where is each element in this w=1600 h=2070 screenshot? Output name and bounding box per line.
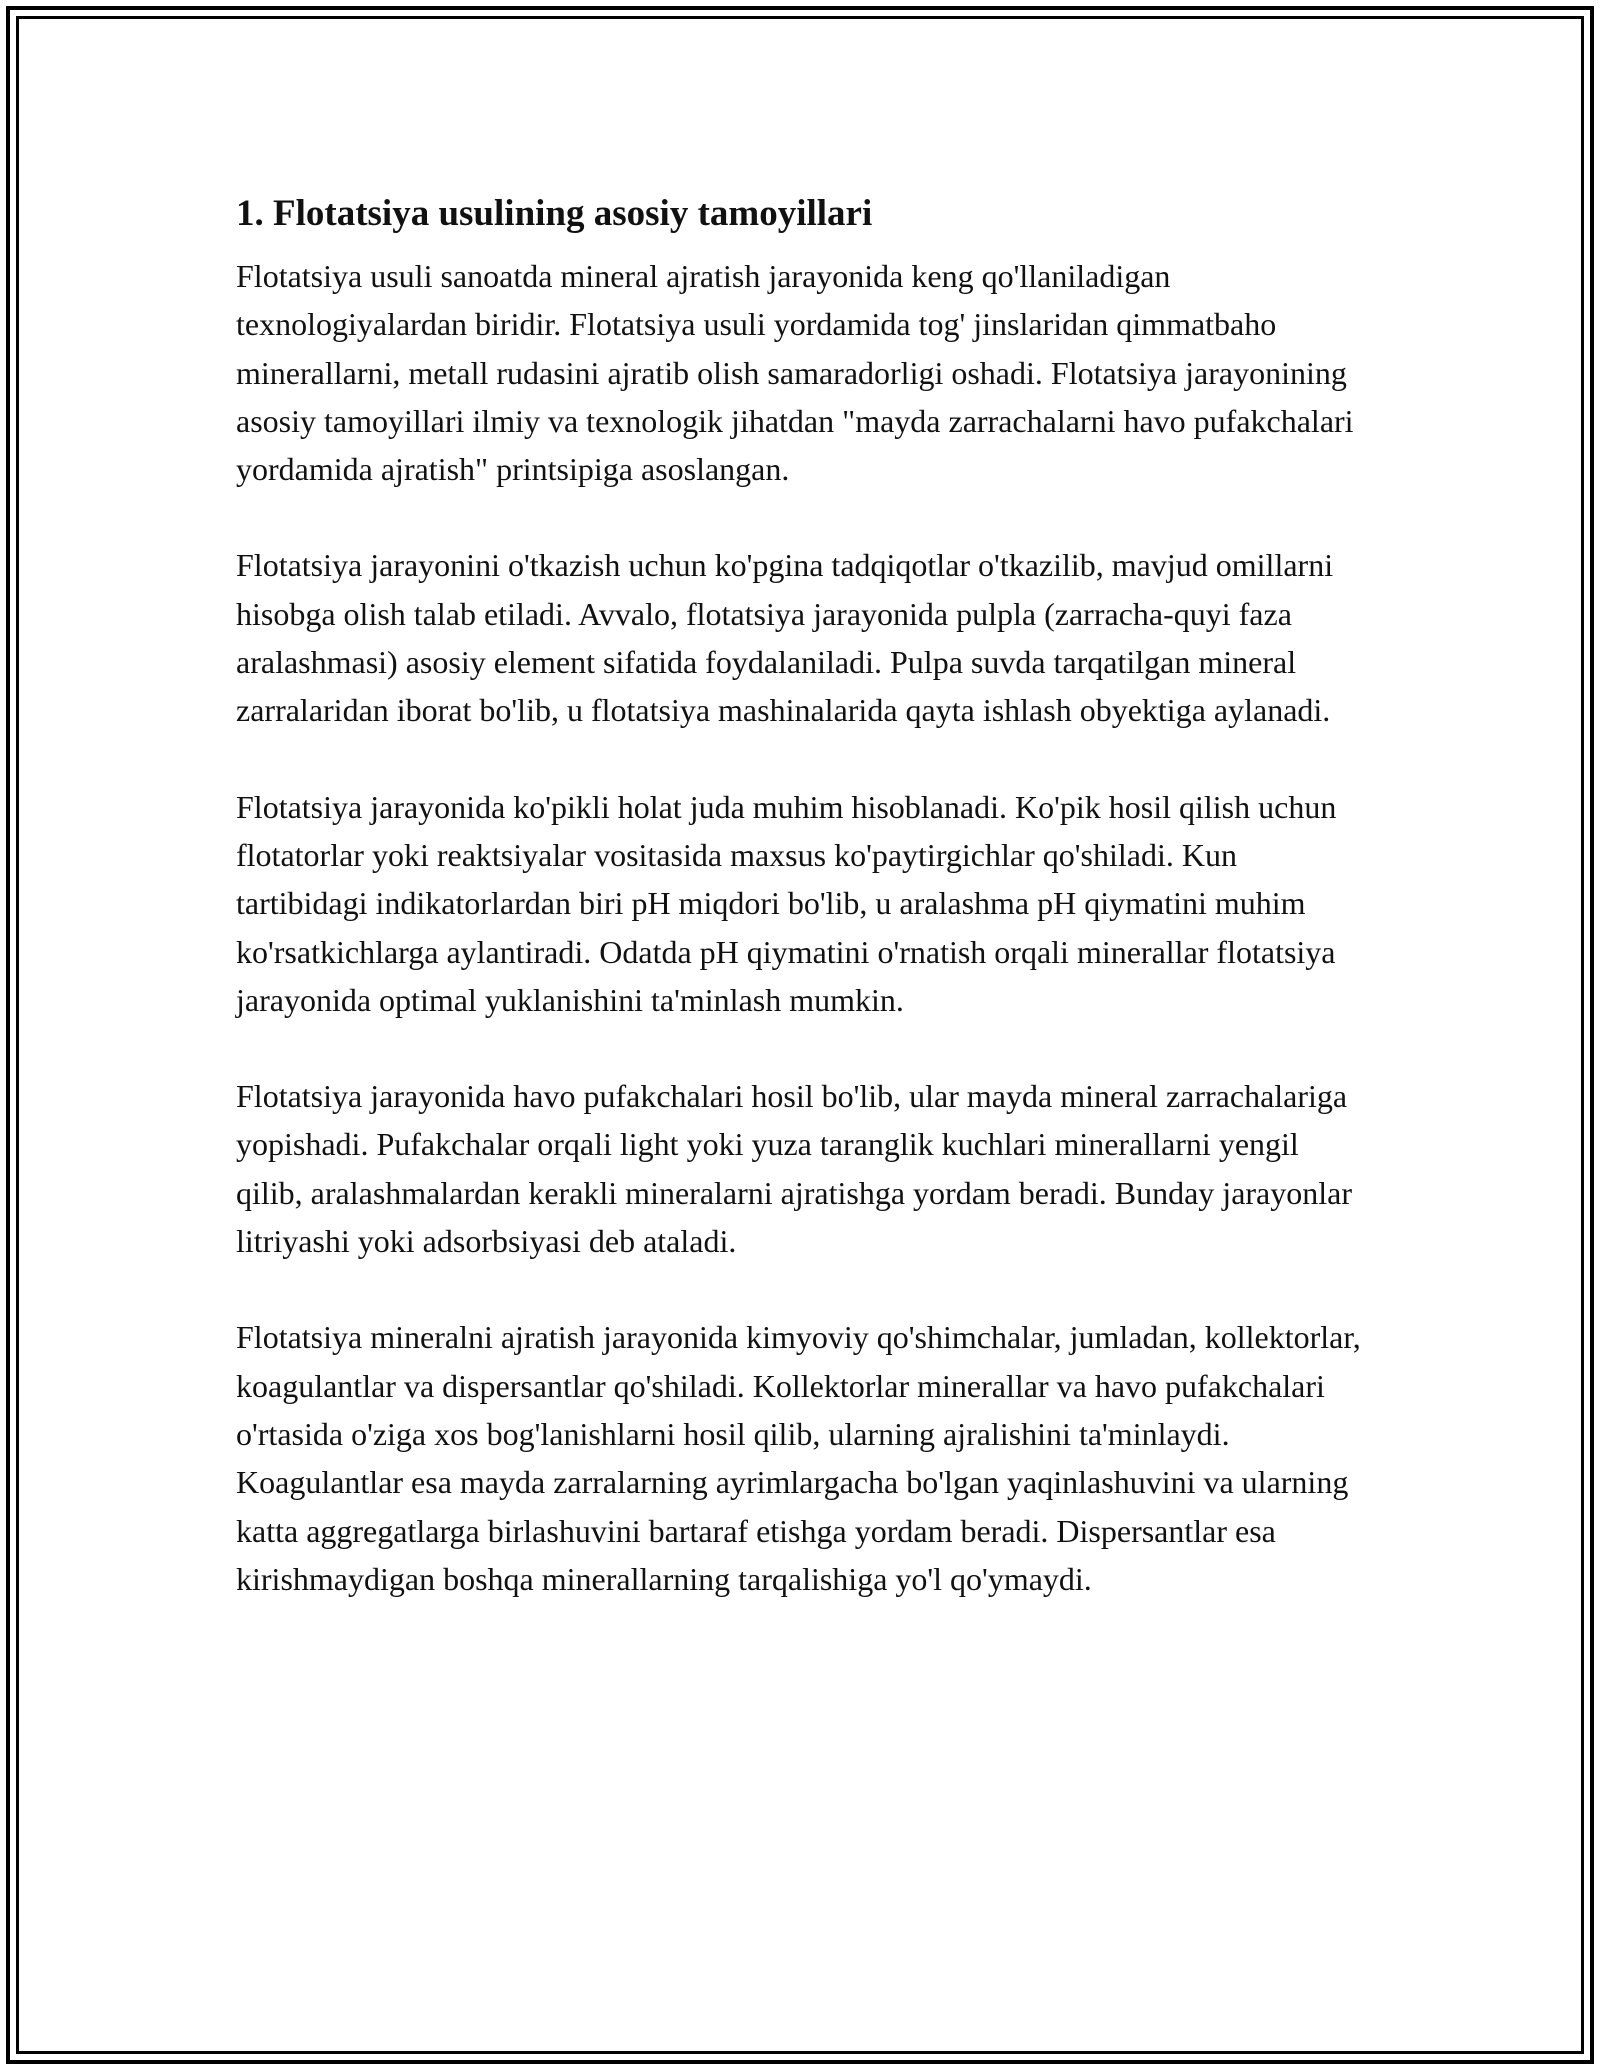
paragraph-2: Flotatsiya jarayonini o'tkazish uchun ko'pgina tadqiqotlar o'tkazilib, mavjud omillarni hisobga olish talab etiladi. Avvalo, flotatsiya jarayonida pulpla (zarracha-quyi faza aralashmasi) asosiy element sifatida foydalaniladi. Pulpa suvda tarqatilgan mineral zarralaridan iborat bo'lib, u flotatsiya mashinalarida qayta ishlash obyektiga aylanadi. <box>236 547 1334 729</box>
paragraph-1: Flotatsiya usuli sanoatda mineral ajratish jarayonida keng qo'llaniladigan texnologiyalardan biridir. Flotatsiya usuli yordamida tog' jinslaridan qimmatbaho minerallarni, metall rudasini ajratib olish samaradorligi oshadi. Flotatsiya jarayonining asosiy tamoyillari ilmiy va texnologik jihatdan "mayda zarrachalarni havo pufakchalari yordamida ajratish" printsipiga asoslangan. <box>236 258 1354 488</box>
paragraph-4: Flotatsiya jarayonida havo pufakchalari hosil bo'lib, ular mayda mineral zarrachalariga yopishadi. Pufakchalar orqali light yoki yuza taranglik kuchlari minerallarni yengil qilib, aralashmalardan kerakli mineralarni ajratishga yordam beradi. Bunday jarayonlar litriyashi yoki adsorbsiyasi deb ataladi. <box>236 1078 1352 1260</box>
section-heading: 1. Flotatsiya usulining asosiy tamoyillari <box>236 193 873 234</box>
paragraph-3: Flotatsiya jarayonida ko'pikli holat juda muhim hisoblanadi. Ko'pik hosil qilish uchun flotatorlar yoki reaktsiyalar vositasida maxsus ko'paytirgichlar qo'shiladi. Kun tartibidagi indikatorlardan biri pH miqdori bo'lib, u aralashma pH qiymatini muhim ko'rsatkichlarga aylantiradi. Odatda pH qiymatini o'rnatish orqali minerallar flotatsiya jarayonida optimal yuklanishini ta'minlash mumkin. <box>236 788 1337 1018</box>
document-body <box>236 188 1371 1651</box>
paragraph-5: Flotatsiya mineralni ajratish jarayonida kimyoviy qo'shimchalar, jumladan, kollektorlar, koagulantlar va dispersantlar qo'shiladi. Kollektorlar minerallar va havo pufakchalari o'rtasida o'ziga xos bog'lanishlarni hosil qilib, ularning ajralishini ta'minlaydi. Koagulantlar esa mayda zarralarning ayrimlargacha bo'lgan yaqinlashuvini va ularning katta aggregatlarga birlashuvini bartaraf etishga yordam beradi. Dispersantlar esa kirishmaydigan boshqa minerallarning tarqalishiga yo'l qo'ymaydi. <box>236 1319 1361 1597</box>
